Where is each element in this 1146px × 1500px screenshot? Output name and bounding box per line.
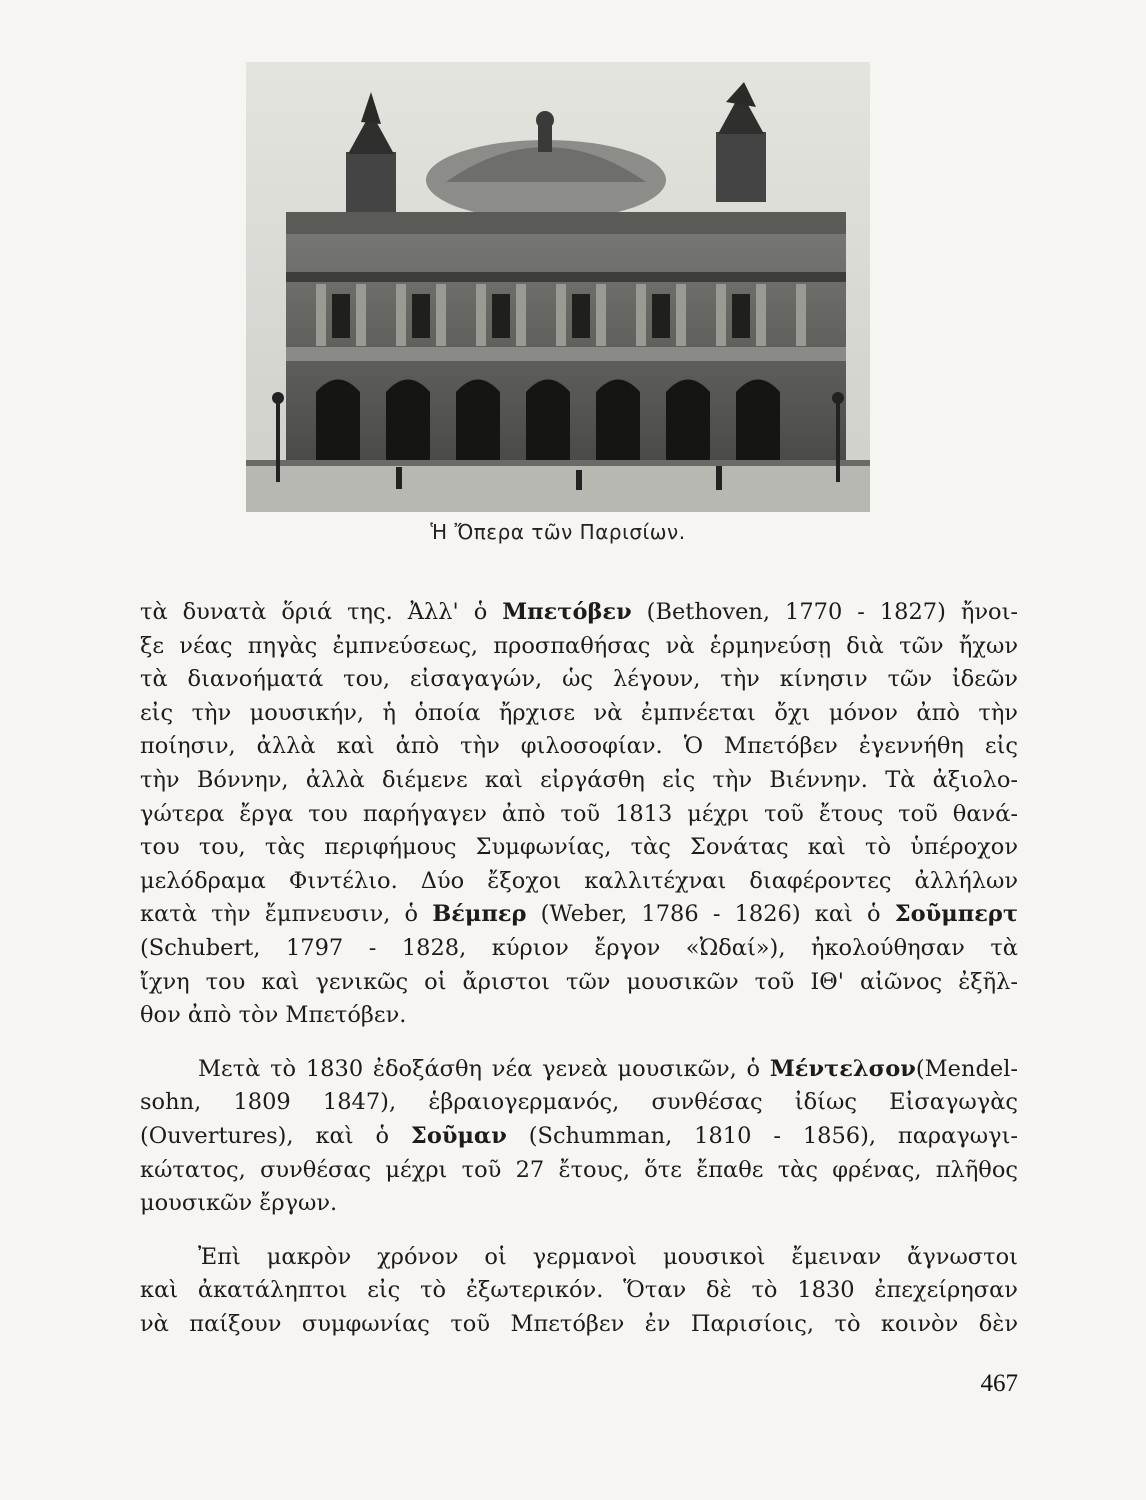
text-line xyxy=(140,630,1018,664)
text-run: ποίησιν, ἀλλὰ καὶ ἀπὸ τὴν φιλοσοφίαν. Ὁ Μπετόβεν ἐγεννήθη εἰς xyxy=(140,733,1018,760)
text-run: του του, τὰς περιφήμους Συμφωνίας, τὰς Σονάτας καὶ τὸ ὑπέροχον xyxy=(140,834,1018,861)
paragraph xyxy=(140,596,1018,1033)
text-line xyxy=(140,831,1018,865)
text-run: (Ouvertures), καὶ ὁ xyxy=(140,1122,411,1149)
text-run: κατὰ τὴν ἔμπνευσιν, ὁ xyxy=(140,901,433,928)
text-line xyxy=(140,764,1018,798)
text-run: εἰς τὴν μουσικήν, ἡ ὁποία ἤρχισε νὰ ἐμπνέεται ὄχι μόνον ἀπὸ τὴν xyxy=(140,699,1018,726)
text-line xyxy=(140,663,1018,697)
text-line xyxy=(140,898,1018,932)
text-run: θον ἀπὸ τὸν Μπετόβεν. xyxy=(140,1002,407,1029)
bold-name: Μπετόβεν xyxy=(502,599,632,625)
bold-name: Σοῦμπερτ xyxy=(894,901,1018,928)
opera-building-illustration xyxy=(246,62,870,512)
text-line xyxy=(140,932,1018,966)
paragraph xyxy=(140,1241,1018,1342)
bold-name: Μέντελσον xyxy=(769,1055,916,1082)
text-line xyxy=(140,1154,1018,1188)
text-run: καὶ ἀκατάληπτοι εἰς τὸ ἐξωτερικόν. Ὅταν δὲ τὸ 1830 ἐπεχείρησαν xyxy=(140,1277,1018,1304)
text-run: τὴν Βόννην, ἀλλὰ διέμενε καὶ εἰργάσθη εἰς τὴν Βιέννην. Τὰ ἀξιολο- xyxy=(140,766,1018,793)
page-number: 467 xyxy=(980,1370,1018,1397)
text-run: (Mendel- xyxy=(915,1055,1018,1082)
text-line xyxy=(140,697,1018,731)
text-run: μελόδραμα Φιντέλιο. Δύο ἔξοχοι καλλιτέχναι διαφέροντες ἀλλήλων xyxy=(140,867,1018,894)
text-line xyxy=(140,999,1018,1033)
bold-name: Σοῦμαν xyxy=(410,1122,507,1149)
text-run: τὰ διανοήματά του, εἰσαγαγών, ὡς λέγουν, τὴν κίνησιν τῶν ἰδεῶν xyxy=(140,666,1018,693)
text-line xyxy=(140,1053,1018,1087)
text-run: γώτερα ἔργα του παρήγαγεν ἀπὸ τοῦ 1813 μέχρι τοῦ ἔτους τοῦ θανά- xyxy=(140,800,1018,827)
text-run: μουσικῶν ἔργων. xyxy=(140,1190,338,1217)
text-run: Ἐπὶ μακρὸν χρόνον οἱ γερμανοὶ μουσικοὶ ἔμειναν ἄγνωστοι xyxy=(198,1243,1018,1270)
text-run: (Weber, 1786 - 1826) καὶ ὁ xyxy=(526,901,895,928)
text-run: κώτατος, συνθέσας μέχρι τοῦ 27 ἔτους, ὅτε ἔπαθε τὰς φρένας, πλῆθος xyxy=(140,1156,1018,1183)
text-line xyxy=(140,1086,1018,1120)
text-run: τὰ δυνατὰ ὅριά της. Ἀλλ' ὁ xyxy=(140,599,503,625)
text-line xyxy=(140,1308,1018,1342)
text-line xyxy=(140,1274,1018,1308)
paragraph-gap xyxy=(140,1033,1018,1053)
text-line xyxy=(140,966,1018,1000)
text-run: Μετὰ τὸ 1830 ἐδοξάσθη νέα γενεὰ μουσικῶν, ὁ xyxy=(198,1055,770,1082)
paragraph-gap xyxy=(140,1221,1018,1241)
paris-opera-photo xyxy=(246,62,870,512)
text-run: ξε νέας πηγὰς ἐμπνεύσεως, προσπαθήσας νὰ ἑρμηνεύσῃ διὰ τῶν ἤχων xyxy=(140,632,1018,659)
text-line xyxy=(140,798,1018,832)
text-line xyxy=(140,596,1018,630)
bold-name: Βέμπερ xyxy=(432,901,527,928)
photo-caption: Ἡ Ὄπερα τῶν Παρισίων. xyxy=(430,520,686,544)
text-run: (Bethoven, 1770 - 1827) ἤνοι- xyxy=(631,599,1019,625)
body-text xyxy=(140,596,1018,1341)
paragraph xyxy=(140,1053,1018,1221)
text-run: νὰ παίξουν συμφωνίας τοῦ Μπετόβεν ἐν Παρισίοις, τὸ κοινὸν δὲν xyxy=(140,1310,1018,1337)
text-line xyxy=(140,1241,1018,1275)
text-run: sohn, 1809 1847), ἑβραιογερμανός, συνθέσας ἰδίως Εἰσαγωγὰς xyxy=(140,1089,1018,1116)
text-run: (Schumman, 1810 - 1856), παραγωγι- xyxy=(506,1122,1018,1149)
text-line xyxy=(140,1120,1018,1154)
text-line xyxy=(140,1187,1018,1221)
text-run: (Schubert, 1797 - 1828, κύριον ἔργον «Ὠδαί»), ἠκολούθησαν τὰ xyxy=(140,934,1018,961)
text-run: ἴχνη του καὶ γενικῶς οἱ ἄριστοι τῶν μουσικῶν τοῦ ΙΘ' αἰῶνος ἐξῆλ- xyxy=(140,968,1018,995)
text-line xyxy=(140,865,1018,899)
text-line xyxy=(140,730,1018,764)
